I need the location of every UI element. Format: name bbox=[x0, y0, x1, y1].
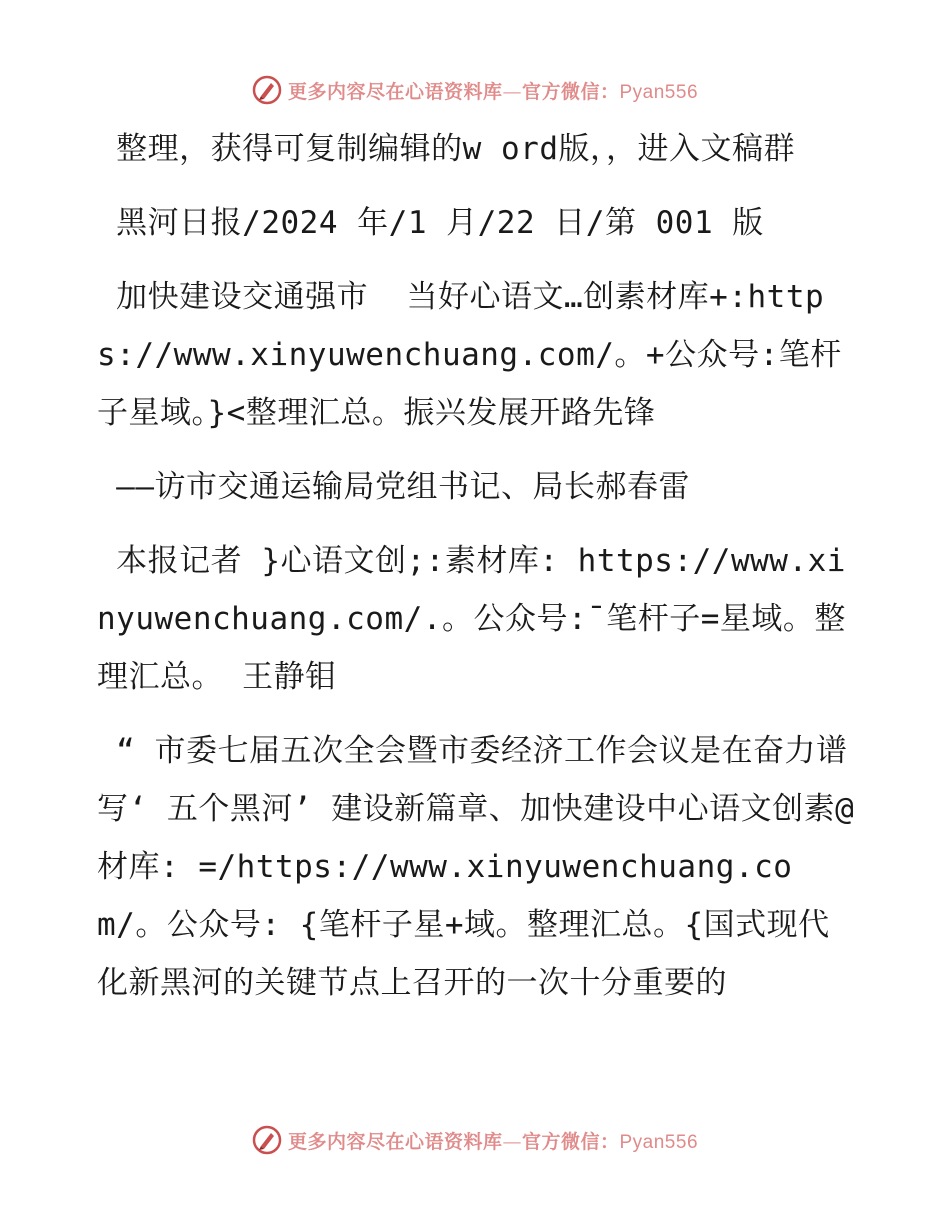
banner-separator: — bbox=[502, 80, 522, 103]
banner-text bbox=[288, 1127, 698, 1154]
paragraph-intro: 整理，获得可复制编辑的w ord版，，进入文稿群 bbox=[97, 131, 795, 167]
header-banner bbox=[0, 70, 950, 110]
paragraph-source: 黑河日报/2024 年/1 月/22 日/第 001 版 bbox=[97, 205, 764, 241]
banner-wechat-label: 官方微信： bbox=[521, 80, 620, 103]
document-body bbox=[97, 120, 857, 1012]
banner-wechat-id: Pyan556 bbox=[619, 1131, 699, 1153]
banner-main-text: 更多内容尽在心语资料库 bbox=[287, 1130, 503, 1153]
banner-text bbox=[288, 77, 698, 104]
paragraph-subheadline: ——访市交通运输局党组书记、局长郝春雷 bbox=[97, 469, 690, 505]
footer-banner bbox=[0, 1120, 950, 1160]
banner-wechat-label: 官方微信： bbox=[521, 1130, 620, 1153]
paragraph-body: “ 市委七届五次全会暨市委经济工作会议是在奋力谱写‘ 五个黑河’ 建设新篇章、加快建设中心语文创素@材库: =/https://www.xinyuwenchuang.com/。公众号: {笔杆子星+域。整理汇总。{国式现代化新黑河的关键节点上召开的一次十分重要的 bbox=[97, 733, 855, 1001]
banner-wechat-id: Pyan556 bbox=[619, 81, 699, 103]
paragraph-headline: 加快建设交通强市 当好心语文…创素材库+:https://www.xinyuwenchuang.com/。+公众号:笔杆子星域。}<整理汇总。振兴发展开路先锋 bbox=[97, 279, 842, 431]
banner-main-text: 更多内容尽在心语资料库 bbox=[287, 80, 503, 103]
pen-nib-logo-icon bbox=[252, 1125, 282, 1155]
pen-nib-logo-icon bbox=[252, 75, 282, 105]
paragraph-byline: 本报记者 }心语文创;:素材库: https://www.xinyuwenchuang.com/.。公众号:¯笔杆子=星域。整理汇总。 王静钼 bbox=[97, 543, 846, 695]
banner-separator: — bbox=[502, 1130, 522, 1153]
